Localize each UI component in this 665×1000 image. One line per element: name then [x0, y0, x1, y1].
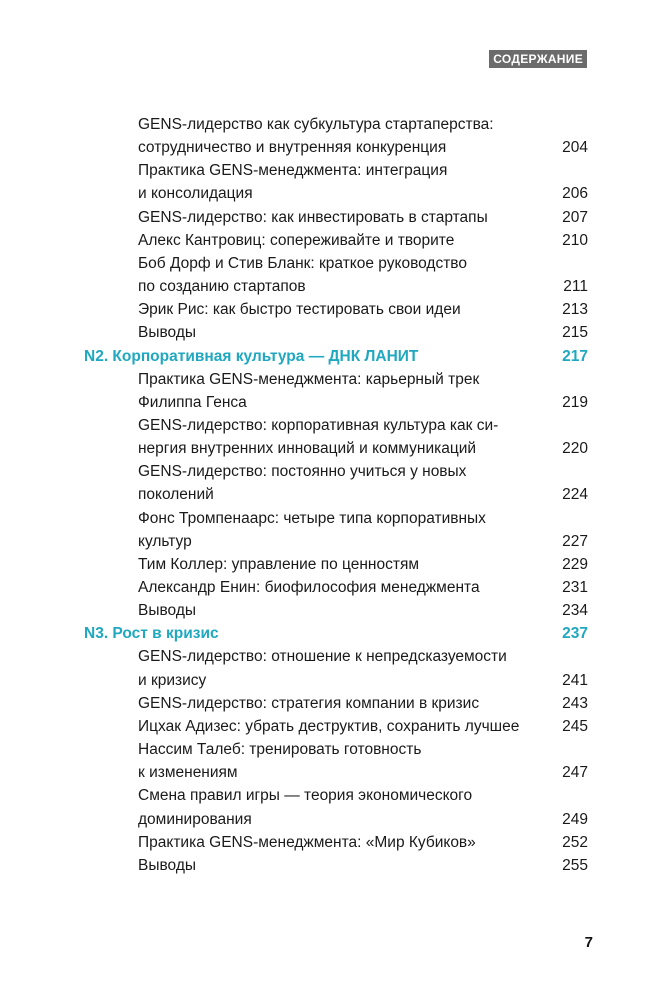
toc-entry-page: 229: [562, 555, 588, 573]
toc-entry: [138, 229, 588, 252]
toc-entry-title: N3. Рост в кризис: [84, 625, 219, 643]
toc-entry-title: Практика GENS-менеджмента: карьерный трек: [138, 370, 480, 388]
toc-entry: [138, 784, 588, 807]
toc-entry: [138, 761, 588, 784]
toc-entry-title: Алекс Кантровиц: сопереживайте и творите: [138, 231, 455, 249]
toc-entry-title: Смена правил игры — теория экономического: [138, 787, 473, 805]
toc-entry-title: Эрик Рис: как быстро тестировать свои идеи: [138, 301, 461, 319]
toc-entry-page: 237: [562, 625, 588, 643]
toc-entry-title: Выводы: [138, 324, 197, 342]
toc-entry-title: культур: [138, 532, 192, 550]
toc-entry-title: GENS-лидерство: стратегия компании в кризис: [138, 694, 480, 712]
toc-entry-title: сотрудничество и внутренняя конкуренция: [138, 139, 447, 157]
page-number: 7: [584, 934, 593, 951]
toc-entry-title: Александр Енин: биофилософия менеджмента: [138, 579, 480, 596]
toc-entry-title: Тим Коллер: управление по ценностям: [138, 555, 420, 573]
toc-entry-page: 207: [562, 208, 588, 226]
toc-entry-page: 234: [562, 602, 588, 620]
toc-entry-title: поколений: [138, 486, 214, 504]
toc-entry-page: 243: [562, 694, 588, 712]
toc-entry: [138, 738, 588, 761]
toc-entry-title: Практика GENS-менеджмента: «Мир Кубиков»: [138, 833, 476, 851]
toc-entry-title: GENS-лидерство: отношение к непредсказуемости: [138, 648, 507, 666]
toc-entry-title: Практика GENS-менеджмента: интеграция: [138, 162, 448, 180]
toc-entry: [138, 808, 588, 831]
toc-entry-page: 210: [562, 231, 588, 249]
toc-entry-title: GENS-лидерство: корпоративная культура как си-: [138, 416, 499, 434]
toc-entry: [138, 275, 588, 298]
toc-entry: [138, 391, 588, 414]
toc-entry-title: Фонс Тромпенаарс: четыре типа корпоративных: [138, 509, 486, 527]
toc-entry-title: Филиппа Генса: [138, 393, 247, 411]
toc-entry-page: 215: [562, 324, 588, 342]
toc-entry: [138, 368, 588, 391]
toc-entry-title: Боб Дорф и Стив Бланк: краткое руководство: [138, 254, 467, 272]
toc-entry: [138, 321, 588, 344]
toc-entry-title: Ицхак Адизес: убрать деструктив, сохранить лучшее: [138, 717, 520, 735]
toc-entry-page: 247: [562, 764, 588, 782]
toc-entry: [138, 483, 588, 506]
toc-entry: [138, 113, 588, 136]
toc-entry-page: 249: [562, 810, 588, 828]
toc-entry: [138, 692, 588, 715]
toc-entry-title: Выводы: [138, 602, 197, 620]
toc-entry-page: 211: [563, 278, 588, 296]
running-header: СОДЕРЖАНИЕ: [489, 50, 587, 68]
toc-entry: [138, 715, 588, 738]
toc-entry: [138, 460, 588, 483]
toc-entry-title: нергия внутренних инноваций и коммуникаций: [138, 440, 477, 458]
toc-entry: [138, 553, 588, 576]
toc-entry: [138, 136, 588, 159]
toc-entry-title: GENS-лидерство как субкультура стартаперства:: [138, 116, 494, 133]
toc-section-heading: [84, 622, 588, 645]
toc-entry-title: к изменениям: [138, 764, 238, 782]
toc-entry-page: 217: [562, 347, 588, 365]
toc-entry: [138, 437, 588, 460]
toc-entry: [138, 599, 588, 622]
toc-entry-title: Нассим Талеб: тренировать готовность: [138, 741, 422, 759]
toc-entry: [138, 414, 588, 437]
toc-entry-title: GENS-лидерство: как инвестировать в стартапы: [138, 208, 488, 226]
toc-entry: [138, 645, 588, 668]
toc-entry-page: 241: [562, 671, 588, 689]
toc-entry: [138, 854, 588, 877]
toc-entry-page: 255: [562, 856, 588, 874]
toc-entry-page: 204: [562, 139, 588, 157]
toc-entry: [138, 530, 588, 553]
toc-entry-page: 227: [562, 532, 588, 550]
toc-entry-title: N2. Корпоративная культура — ДНК ЛАНИТ: [84, 347, 419, 365]
toc-entry: [138, 298, 588, 321]
toc-entry-page: 245: [562, 717, 588, 735]
toc-section-heading: [84, 345, 588, 368]
toc-entry-title: и консолидация: [138, 185, 253, 203]
toc-entry-title: Выводы: [138, 856, 197, 874]
toc-entry: [138, 182, 588, 205]
toc-entry-title: доминирования: [138, 810, 252, 828]
toc-entry: [138, 159, 588, 182]
toc-entry: [138, 507, 588, 530]
toc-entry: [138, 669, 588, 692]
toc-entry-page: 213: [562, 301, 588, 319]
toc-entry: [138, 252, 588, 275]
toc-entry: [138, 831, 588, 854]
toc-entry: [138, 206, 588, 229]
toc-entry-page: 224: [562, 486, 588, 504]
toc-entry-page: 252: [562, 833, 588, 851]
toc-entry-title: по созданию стартапов: [138, 278, 306, 296]
toc-entry-page: 231: [562, 579, 588, 596]
toc-entry-title: GENS-лидерство: постоянно учиться у новых: [138, 463, 467, 481]
toc-entry-title: и кризису: [138, 671, 207, 689]
toc-entry-page: 219: [562, 393, 588, 411]
toc-entry: [138, 576, 588, 599]
toc-entry-page: 220: [562, 440, 588, 458]
toc-entry-page: 206: [562, 185, 588, 203]
